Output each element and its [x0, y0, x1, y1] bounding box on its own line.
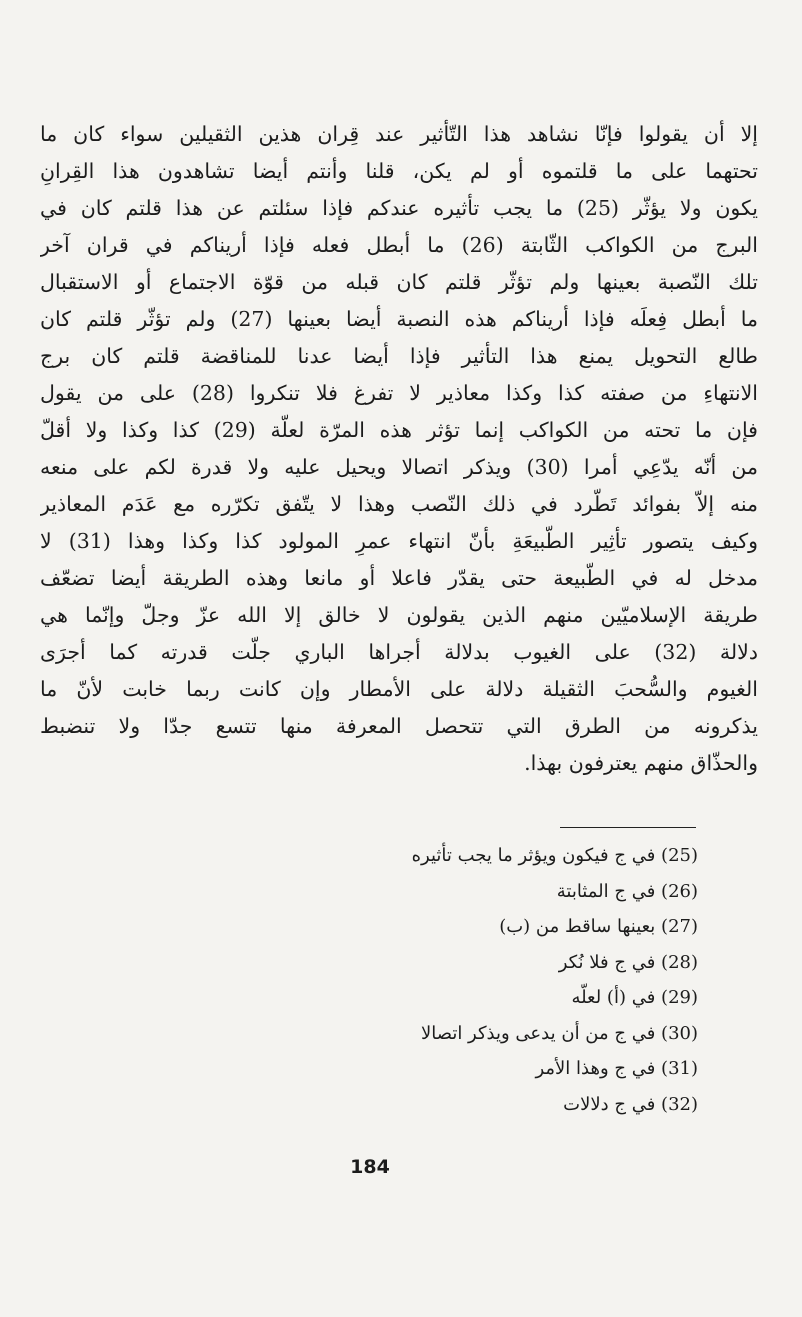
text-line: إلا أن يقولوا فإنّا نشاهد هذا التّأثير عند قِران هذين الثقيلين سواء كان ما — [40, 122, 758, 146]
footnote-item: (28) في ج فلا نُكر — [558, 951, 698, 973]
text-line: منه إلاّ بفوائد تَطّرد في ذلك النّصب وهذا لا يتّفق تكرّره مع عَدَم المعاذير — [40, 492, 758, 516]
text-line: يكون ولا يؤثّر (25) ما يجب تأثيره عندكم فإذا سئلتم عن هذا قلتم كان في — [40, 196, 758, 220]
text-line: دلالة (32) على الغيوب بدلالة أجراها الباري جلّت قدرته كما أجرَى — [40, 640, 758, 664]
text-line: الغيوم والسُّحبَ الثقيلة دلالة على الأمطار وإن كانت ربما خابت لأنّ ما — [40, 677, 758, 701]
text-line: فإن ما تحته من الكواكب إنما تؤثر هذه المرّة لعلّة (29) كذا وكذا ولا أقلّ — [40, 418, 758, 442]
footnotes-block — [300, 838, 698, 1122]
text-line: تحتهما على ما قلتموه أو لم يكن، قلنا وأنتم أيضا تشاهدون هذا القِرانِ — [40, 159, 758, 183]
page-number: 184 — [350, 1156, 390, 1178]
footnote-item: (25) في ج فيكون ويؤثر ما يجب تأثيره — [411, 845, 698, 866]
footnote-separator — [560, 827, 696, 828]
footnote-item: (27) بعينها ساقط من (ب) — [499, 916, 698, 937]
text-line: مدخل له في الطّبيعة حتى يقدّر فاعلا أو مانعا وهذه الطريقة أيضا تضعّف — [40, 566, 758, 590]
text-line: البرج من الكواكب الثّابتة (26) ما أبطل فعله فإذا أريناكم في قران آخر — [40, 233, 758, 257]
text-line: وكيف يتصور تأثِير الطّبيعَةِ بأنّ انتهاء عمرِ المولود كذا وكذا وهذا (31) لا — [40, 529, 758, 553]
text-line: ما أبطل فِعلَه فإذا أريناكم هذه النصبة أيضا بعينها (27) ولم تؤثّر قلتم كان — [40, 307, 758, 331]
text-line: والحذّاق منهم يعترفون بهذا. — [524, 751, 758, 775]
footnote-item: (32) في ج دلالات — [563, 1093, 698, 1115]
footnote-item: (31) في ج وهذا الأمر — [535, 1058, 698, 1079]
text-line: يذكرونه من الطرق التي تتحصل المعرفة منها تتسع جدّا ولا تنضبط — [40, 714, 758, 738]
text-line: تلك النّصبة بعينها ولم تؤثّر قلتم كان قبله من قوّة الاجتماع أو الاستقبال — [40, 270, 758, 294]
footnote-item: (29) في (أ) لعلّه — [571, 987, 698, 1008]
footnote-item: (26) في ج المثابتة — [556, 880, 698, 902]
text-line: الانتهاءِ من صفته كذا وكذا معاذير لا تفرغ فلا تنكروا (28) على من يقول — [40, 381, 758, 405]
main-text-block — [40, 116, 758, 782]
text-line: طريقة الإسلاميّين منهم الذين يقولون لا خالق إلا الله عزّ وجلّ وإنّما هي — [40, 603, 758, 627]
text-line: من أنّه يدّعِي أمرا (30) ويذكر اتصالا ويحيل عليه ولا قدرة لكم على منعه — [40, 455, 758, 479]
text-line: طالع التحويل يمنع هذا التأثير فإذا أيضا عدنا للمناقضة قلتم كان برج — [40, 344, 758, 368]
footnote-item: (30) في ج من أن يدعى ويذكر اتصالا — [420, 1022, 698, 1044]
